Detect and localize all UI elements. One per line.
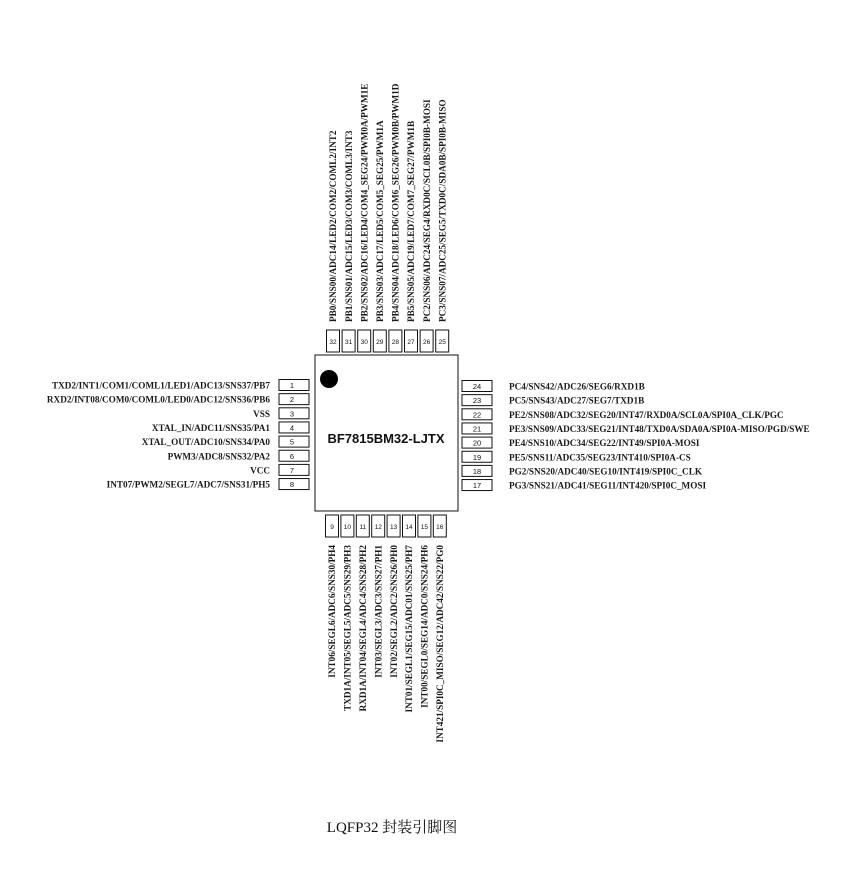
pin-label-18: PG2/SNS20/ADC40/SEG10/INT419/SPI0C_CLK: [509, 466, 702, 477]
pin-label-8: INT07/PWM2/SEGL7/ADC7/SNS31/PH5: [106, 479, 270, 490]
pin-number-32: 32: [329, 339, 337, 346]
pin-number-24: 24: [472, 382, 482, 391]
pin-number-1: 1: [289, 381, 295, 390]
pin-label-31: PB1/SNS01/ADC15/LED3/COM3/COML3/INT3: [343, 130, 354, 322]
pin-number-30: 30: [360, 339, 368, 346]
pin-label-23: PC5/SNS43/ADC27/SEG7/TXD1B: [509, 395, 645, 406]
pin-label-12: INT03/SEGL3/ADC3/SNS27/PH1: [373, 545, 384, 678]
pin-label-21: PE3/SNS09/ADC33/SEG21/INT48/TXD0A/SDA0A/SPI0A-MISO/PGD/SWE: [509, 423, 810, 434]
pin-label-5: XTAL_OUT/ADC10/SNS34/PA0: [141, 437, 270, 448]
pin-label-7: VCC: [250, 465, 270, 476]
pin-number-26: 26: [422, 339, 431, 346]
pin-number-18: 18: [472, 466, 482, 476]
pin-number-20: 20: [472, 438, 482, 448]
pin-label-11: RXD1A/INT04/SEGL4/ADC4/SNS28/PH2: [358, 545, 368, 712]
pin-label-13: INT02/SEGL2/ADC2/SNS26/PH0: [388, 545, 399, 678]
pin-number-9: 9: [330, 524, 334, 531]
pin-number-7: 7: [289, 465, 295, 475]
pin-number-29: 29: [376, 339, 384, 346]
pin-label-19: PE5/SNS11/ADC35/SEG23/INT410/SPI0A-CS: [509, 452, 691, 463]
pin-label-30: PB2/SNS02/ADC16/LED4/COM4_SEG24/PWM0A/PWM1E: [359, 83, 370, 322]
pin-number-10: 10: [343, 524, 352, 531]
pin-label-16: INT421/SPI0C_MISO/SEG12/ADC42/SNS22/PG0: [435, 545, 445, 743]
pin-label-17: PG3/SNS21/ADC41/SEG11/INT420/SPI0C_MOSI: [509, 480, 707, 491]
pin-label-29: PB3/SNS03/ADC17/LED5/COM5_SEG25/PWM1A: [375, 120, 385, 322]
pin-label-9: INT06/SEGL6/ADC6/SNS30/PH4: [327, 545, 338, 678]
chip-name: BF7815BM32-LJTX: [327, 431, 445, 446]
pin-number-14: 14: [405, 524, 413, 531]
pin-label-24: PC4/SNS42/ADC26/SEG6/RXD1B: [509, 381, 645, 392]
pin-label-22: PE2/SNS08/ADC32/SEG20/INT47/RXD0A/SCL0A/SPI0A_CLK/PGC: [509, 409, 784, 420]
pin-number-17: 17: [472, 481, 482, 491]
pin-number-15: 15: [420, 524, 429, 531]
pin-label-14: INT01/SEGL1/SEG15/ADC01/SNS25/PH7: [404, 545, 415, 713]
pin-number-19: 19: [472, 452, 482, 462]
pin-label-10: TXD1A/INT05/SEGL5/ADC5/SNS29/PH3: [342, 545, 353, 711]
pin-label-3: VSS: [253, 408, 270, 419]
pin-number-31: 31: [344, 339, 353, 346]
pin1-marker-dot: [320, 370, 338, 388]
pin-label-20: PE4/SNS10/ADC34/SEG22/INT49/SPI0A-MOSI: [509, 438, 700, 449]
pin-label-6: PWM3/ADC8/SNS32/PA2: [167, 451, 270, 462]
pin-label-1: TXD2/INT1/COM1/COML1/LED1/ADC13/SNS37/PB7: [52, 380, 270, 391]
pin-number-27: 27: [407, 339, 415, 346]
diagram-caption: LQFP32 封装引脚图: [326, 820, 458, 836]
pin-number-5: 5: [289, 437, 295, 447]
pin-number-8: 8: [289, 480, 295, 490]
pin-number-28: 28: [391, 339, 400, 346]
pin-label-27: PB5/SNS05/ADC19/LED7/COM7_SEG27/PWM1B: [406, 120, 417, 322]
pin-number-22: 22: [472, 410, 482, 420]
pin-number-3: 3: [289, 409, 295, 419]
pin-label-4: XTAL_IN/ADC11/SNS35/PA1: [151, 422, 270, 433]
pin-label-2: RXD2/INT08/COM0/COML0/LED0/ADC12/SNS36/PB6: [46, 394, 270, 405]
pin-number-6: 6: [289, 451, 295, 461]
pin-number-11: 11: [359, 524, 367, 531]
pin-label-28: PB4/SNS04/ADC18/LED6/COM6_SEG26/PWM0B/PWM1D: [390, 83, 401, 322]
pin-number-25: 25: [438, 339, 446, 346]
pin-number-2: 2: [289, 395, 295, 405]
pin-label-25: PC3/SNS07/ADC25/SEG5/TXD0C/SDA0B/SPI0B-MISO: [437, 99, 448, 322]
pin-label-15: INT00/SEGL0/SEG14/ADC0/SNS24/PH6: [419, 545, 430, 708]
pin-number-23: 23: [472, 396, 482, 406]
pin-label-26: PC2/SNS06/ADC24/SEG4/RXD0C/SCL0B/SPI0B-MOSI: [421, 99, 432, 322]
pin-number-21: 21: [472, 424, 482, 434]
pin-number-12: 12: [374, 524, 382, 531]
pin-number-13: 13: [389, 524, 398, 531]
pin-number-16: 16: [436, 524, 444, 531]
pin-label-32: PB0/SNS00/ADC14/LED2/COM2/COML2/INT2: [328, 130, 339, 322]
pin-number-4: 4: [289, 423, 295, 433]
